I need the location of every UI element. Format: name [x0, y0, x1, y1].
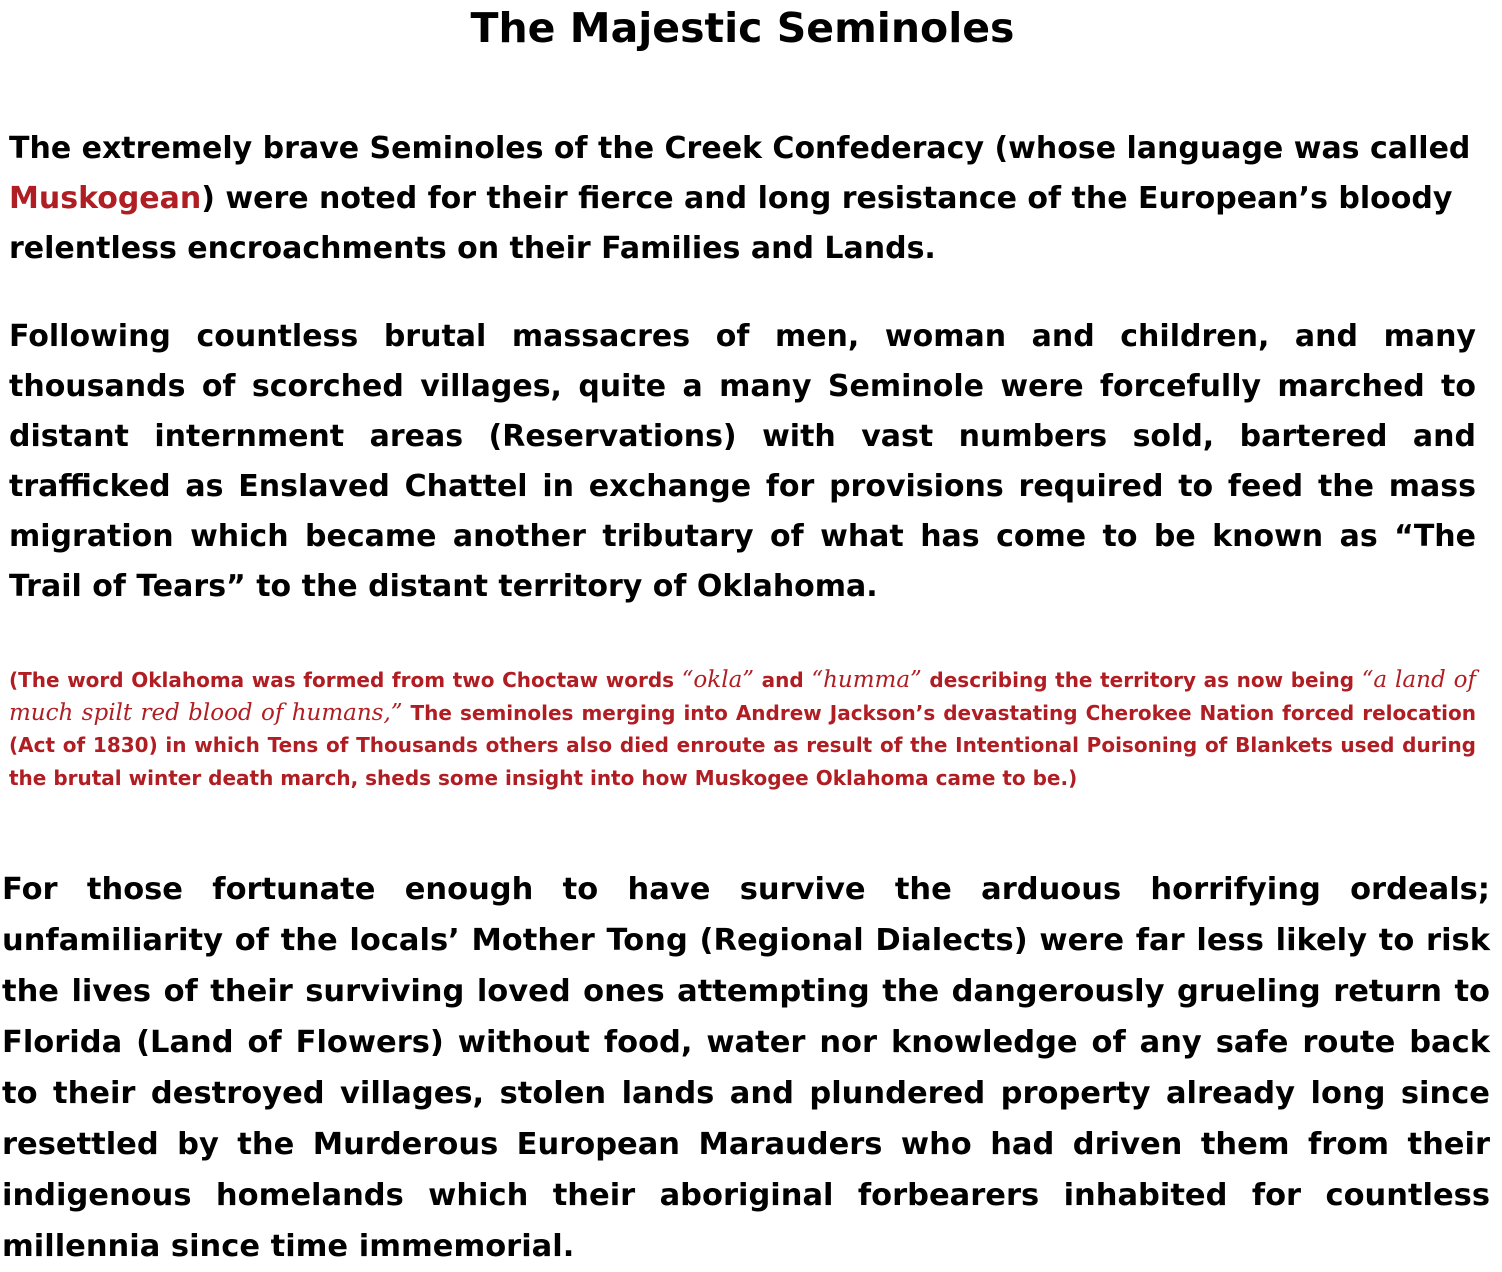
page-title: The Majestic Seminoles [470, 4, 1015, 52]
note-word-humma: “humma” [811, 667, 922, 693]
intro-paragraph [9, 124, 1476, 274]
note-text-1: (The word Oklahoma was formed from two Choctaw words [9, 668, 682, 692]
intro-text-start: The extremely brave Seminoles of the Creek Confederacy (whose language was called [9, 131, 1471, 166]
oklahoma-etymology-note [9, 664, 1476, 794]
note-word-okla: “okla” [681, 667, 755, 693]
muskogean-highlight: Muskogean [9, 181, 202, 216]
note-text-4: The seminoles merging into Andrew Jackson’s devastating Cherokee Nation forced relocation (Act of 1830) in which Tens of Thousands others also died enroute as result of the Intentional Poisoning of Blankets used during the brutal winter death march, sheds some insight into how Muskogee Oklahoma came to be.) [9, 700, 1476, 790]
trail-of-tears-paragraph: Following countless brutal massacres of men, woman and children, and many thousands of scorched villages, quite a many Seminole were forcefully marched to distant internment areas (Reservations) with vast numbers sold, bartered and trafficked as Enslaved Chattel in exchange for provisions required to feed the mass migration which became another tributary of what has come to be known as “The Trail of Tears” to the distant territory of Oklahoma. [9, 319, 1476, 604]
note-text-2: and [754, 668, 812, 692]
note-text-3: describing the territory as now being [921, 668, 1362, 692]
intro-text-end: ) were noted for their fierce and long resistance of the European’s bloody relentless encroachments on their Families and Lands. [9, 181, 1453, 266]
survivors-paragraph: For those fortunate enough to have survive the arduous horrifying ordeals; unfamiliarity of the locals’ Mother Tong (Regional Dialects) were far less likely to risk the lives of their surviving loved ones attempting the dangerously grueling return to Florida (Land of Flowers) without food, water nor knowledge of any safe route back to their destroyed villages, stolen lands and plundered property already long since resettled by the Murderous European Marauders who had driven them from their indigenous homelands which their aboriginal forbearers inhabited for countless millennia since time immemorial. [2, 872, 1490, 1264]
note-quote-meaning: “a land of much spilt red blood of humans,” [9, 667, 1476, 726]
